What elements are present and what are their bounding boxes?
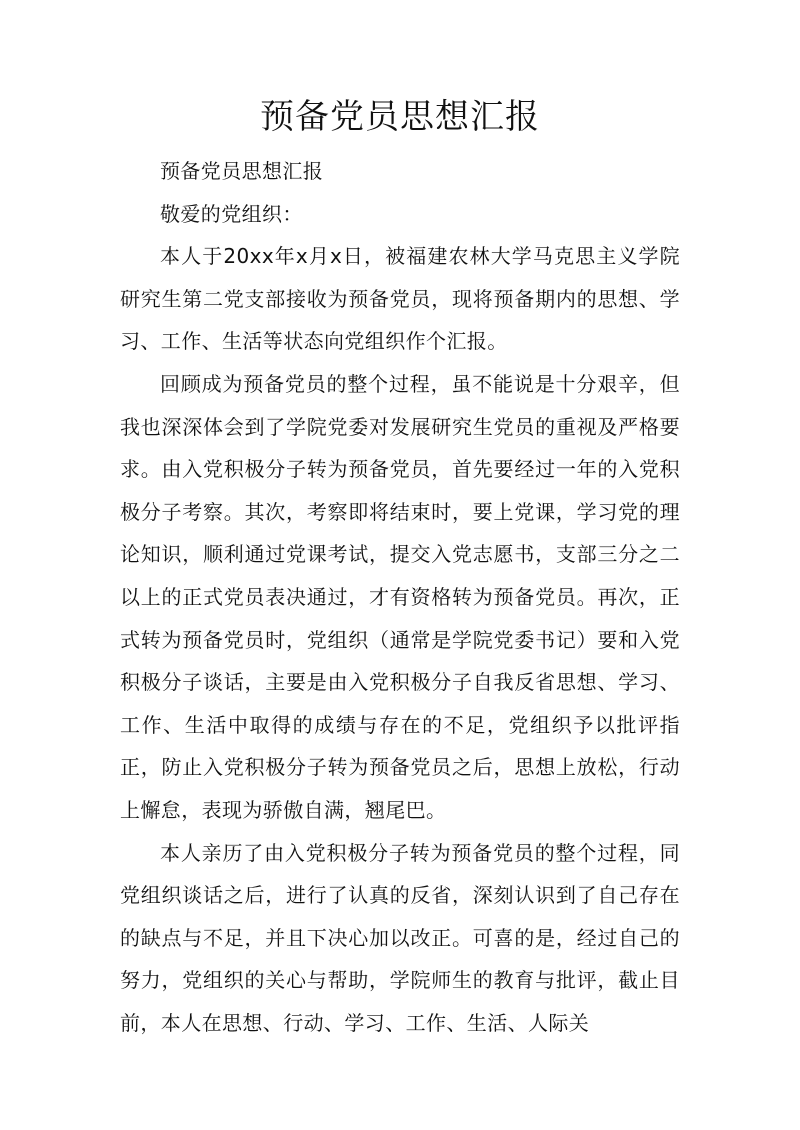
document-subtitle: 预备党员思想汇报 [160,159,324,183]
salutation: 敬爱的党组织： [160,201,303,226]
paragraph-1: 本人于20xx年x月x日，被福建农林大学马克思主义学院研究生第二党支部接收为预备党员，现将预备期内的思想、学习、工作、生活等状态向党组织作个汇报。 [120,244,680,354]
paragraph-3: 本人亲历了由入党积极分子转为预备党员的整个过程，同党组织谈话之后，进行了认真的反省，深刻认识到了自己存在的缺点与不足，并且下决心加以改正。可喜的是，经过自己的努力，党组织的关心与帮助，学院师生的教育与批评，截止目前，本人在思想、行动、学习、工作、生活、人际关 [120,840,680,1035]
document-body [120,150,680,1044]
document-title: 预备党员思想汇报 [260,97,540,137]
paragraph-2: 回顾成为预备党员的整个过程，虽不能说是十分艰辛，但我也深深体会到了学院党委对发展研究生党员的重视及严格要求。由入党积极分子转为预备党员，首先要经过一年的入党积极分子考察。其次，考察即将结束时，要上党课，学习党的理论知识，顺利通过党课考试，提交入党志愿书，支部三分之二以上的正式党员表决通过，才有资格转为预备党员。再次，正式转为预备党员时，党组织（通常是学院党委书记）要和入党积极分子谈话，主要是由入党积极分子自我反省思想、学习、工作、生活中取得的成绩与存在的不足，党组织予以批评指正，防止入党积极分子转为预备党员之后，思想上放松，行动上懈怠，表现为骄傲自满，翘尾巴。 [120,371,680,822]
